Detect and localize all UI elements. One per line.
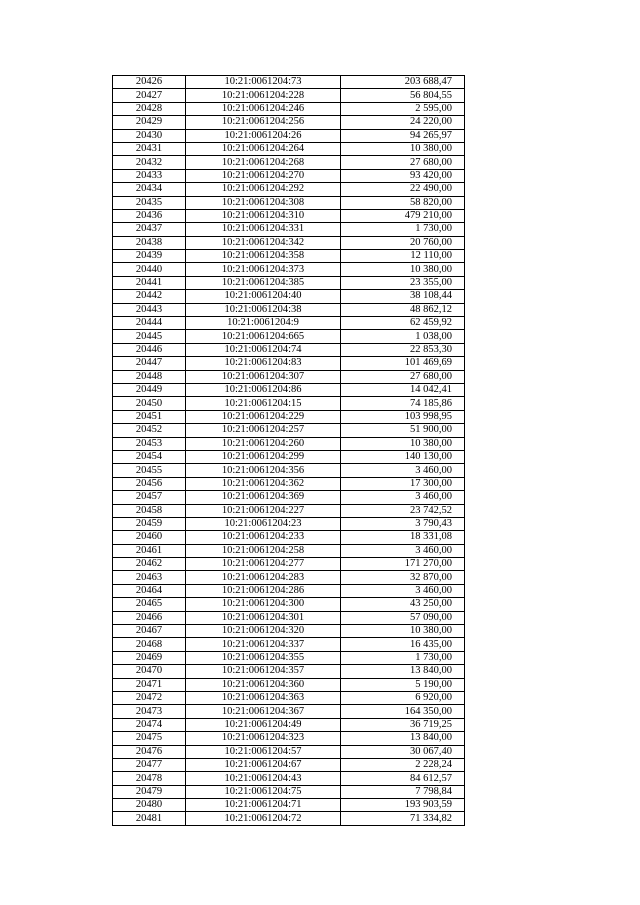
row-number-cell: 20458 — [113, 504, 186, 517]
amount-cell: 57 090,00 — [341, 611, 465, 624]
row-number-cell: 20479 — [113, 785, 186, 798]
amount-cell: 22 490,00 — [341, 183, 465, 196]
row-number-cell: 20473 — [113, 705, 186, 718]
cadastral-number-cell: 10:21:0061204:362 — [186, 477, 341, 490]
row-number-cell: 20448 — [113, 370, 186, 383]
amount-cell: 23 742,52 — [341, 504, 465, 517]
table-row — [113, 598, 465, 611]
cadastral-number-cell: 10:21:0061204:71 — [186, 799, 341, 812]
row-number-cell: 20429 — [113, 116, 186, 129]
row-number-cell: 20467 — [113, 625, 186, 638]
table-row — [113, 705, 465, 718]
table-row — [113, 330, 465, 343]
amount-cell: 27 680,00 — [341, 370, 465, 383]
row-number-cell: 20436 — [113, 209, 186, 222]
cadastral-number-cell: 10:21:0061204:228 — [186, 89, 341, 102]
cadastral-number-cell: 10:21:0061204:356 — [186, 464, 341, 477]
amount-cell: 48 862,12 — [341, 303, 465, 316]
row-number-cell: 20465 — [113, 598, 186, 611]
table-row — [113, 745, 465, 758]
table-row — [113, 558, 465, 571]
table-row — [113, 357, 465, 370]
amount-cell: 18 331,08 — [341, 531, 465, 544]
cadastral-number-cell: 10:21:0061204:15 — [186, 397, 341, 410]
table-row — [113, 772, 465, 785]
table-row — [113, 651, 465, 664]
row-number-cell: 20445 — [113, 330, 186, 343]
table-row — [113, 169, 465, 182]
amount-cell: 1 730,00 — [341, 651, 465, 664]
amount-cell: 27 680,00 — [341, 156, 465, 169]
amount-cell: 5 190,00 — [341, 678, 465, 691]
table-row — [113, 464, 465, 477]
cadastral-number-cell: 10:21:0061204:665 — [186, 330, 341, 343]
table-row — [113, 758, 465, 771]
row-number-cell: 20435 — [113, 196, 186, 209]
amount-cell: 74 185,86 — [341, 397, 465, 410]
amount-cell: 20 760,00 — [341, 236, 465, 249]
row-number-cell: 20454 — [113, 450, 186, 463]
cadastral-number-cell: 10:21:0061204:227 — [186, 504, 341, 517]
table-row — [113, 183, 465, 196]
amount-cell: 10 380,00 — [341, 142, 465, 155]
row-number-cell: 20449 — [113, 383, 186, 396]
cadastral-number-cell: 10:21:0061204:320 — [186, 625, 341, 638]
table-row — [113, 424, 465, 437]
cadastral-number-cell: 10:21:0061204:310 — [186, 209, 341, 222]
cadastral-number-cell: 10:21:0061204:67 — [186, 758, 341, 771]
cadastral-number-cell: 10:21:0061204:307 — [186, 370, 341, 383]
amount-cell: 62 459,92 — [341, 317, 465, 330]
row-number-cell: 20431 — [113, 142, 186, 155]
table-row — [113, 691, 465, 704]
row-number-cell: 20462 — [113, 558, 186, 571]
row-number-cell: 20464 — [113, 584, 186, 597]
row-number-cell: 20447 — [113, 357, 186, 370]
table-row — [113, 678, 465, 691]
cadastral-number-cell: 10:21:0061204:355 — [186, 651, 341, 664]
cadastral-number-cell: 10:21:0061204:264 — [186, 142, 341, 155]
row-number-cell: 20433 — [113, 169, 186, 182]
table-row — [113, 236, 465, 249]
row-number-cell: 20466 — [113, 611, 186, 624]
table-row — [113, 129, 465, 142]
amount-cell: 3 460,00 — [341, 544, 465, 557]
table-row — [113, 450, 465, 463]
amount-cell: 94 265,97 — [341, 129, 465, 142]
cadastral-number-cell: 10:21:0061204:23 — [186, 517, 341, 530]
row-number-cell: 20468 — [113, 638, 186, 651]
row-number-cell: 20459 — [113, 517, 186, 530]
amount-cell: 1 038,00 — [341, 330, 465, 343]
table-row — [113, 250, 465, 263]
amount-cell: 164 350,00 — [341, 705, 465, 718]
amount-cell: 3 460,00 — [341, 464, 465, 477]
row-number-cell: 20444 — [113, 317, 186, 330]
row-number-cell: 20457 — [113, 491, 186, 504]
row-number-cell: 20481 — [113, 812, 186, 825]
row-number-cell: 20437 — [113, 223, 186, 236]
row-number-cell: 20476 — [113, 745, 186, 758]
amount-cell: 101 469,69 — [341, 357, 465, 370]
cadastral-number-cell: 10:21:0061204:260 — [186, 437, 341, 450]
table-row — [113, 517, 465, 530]
table-row — [113, 102, 465, 115]
row-number-cell: 20475 — [113, 732, 186, 745]
table-row — [113, 584, 465, 597]
cadastral-number-cell: 10:21:0061204:331 — [186, 223, 341, 236]
row-number-cell: 20474 — [113, 718, 186, 731]
amount-cell: 103 998,95 — [341, 410, 465, 423]
table-row — [113, 209, 465, 222]
cadastral-number-cell: 10:21:0061204:337 — [186, 638, 341, 651]
table-row — [113, 263, 465, 276]
table-row — [113, 611, 465, 624]
cadastral-number-cell: 10:21:0061204:363 — [186, 691, 341, 704]
amount-cell: 93 420,00 — [341, 169, 465, 182]
row-number-cell: 20439 — [113, 250, 186, 263]
table-row — [113, 812, 465, 825]
row-number-cell: 20430 — [113, 129, 186, 142]
row-number-cell: 20441 — [113, 276, 186, 289]
table-row — [113, 142, 465, 155]
cadastral-number-cell: 10:21:0061204:75 — [186, 785, 341, 798]
cadastral-number-cell: 10:21:0061204:38 — [186, 303, 341, 316]
cadastral-number-cell: 10:21:0061204:373 — [186, 263, 341, 276]
amount-cell: 22 853,30 — [341, 343, 465, 356]
amount-cell: 23 355,00 — [341, 276, 465, 289]
table-row — [113, 317, 465, 330]
amount-cell: 171 270,00 — [341, 558, 465, 571]
row-number-cell: 20427 — [113, 89, 186, 102]
amount-cell: 13 840,00 — [341, 732, 465, 745]
amount-cell: 16 435,00 — [341, 638, 465, 651]
amount-cell: 479 210,00 — [341, 209, 465, 222]
table-row — [113, 504, 465, 517]
table-row — [113, 785, 465, 798]
row-number-cell: 20434 — [113, 183, 186, 196]
cadastral-number-cell: 10:21:0061204:73 — [186, 76, 341, 89]
amount-cell: 2 595,00 — [341, 102, 465, 115]
amount-cell: 7 798,84 — [341, 785, 465, 798]
row-number-cell: 20470 — [113, 665, 186, 678]
cadastral-number-cell: 10:21:0061204:358 — [186, 250, 341, 263]
cadastral-number-cell: 10:21:0061204:301 — [186, 611, 341, 624]
amount-cell: 193 903,59 — [341, 799, 465, 812]
row-number-cell: 20480 — [113, 799, 186, 812]
table-row — [113, 343, 465, 356]
table-row — [113, 571, 465, 584]
amount-cell: 51 900,00 — [341, 424, 465, 437]
table-row — [113, 410, 465, 423]
row-number-cell: 20432 — [113, 156, 186, 169]
amount-cell: 71 334,82 — [341, 812, 465, 825]
cadastral-number-cell: 10:21:0061204:299 — [186, 450, 341, 463]
amount-cell: 140 130,00 — [341, 450, 465, 463]
amount-cell: 12 110,00 — [341, 250, 465, 263]
amount-cell: 3 790,43 — [341, 517, 465, 530]
cadastral-number-cell: 10:21:0061204:268 — [186, 156, 341, 169]
cadastral-number-cell: 10:21:0061204:369 — [186, 491, 341, 504]
table-row — [113, 383, 465, 396]
cadastral-number-cell: 10:21:0061204:72 — [186, 812, 341, 825]
amount-cell: 10 380,00 — [341, 437, 465, 450]
amount-cell: 203 688,47 — [341, 76, 465, 89]
table-row — [113, 89, 465, 102]
amount-cell: 13 840,00 — [341, 665, 465, 678]
amount-cell: 32 870,00 — [341, 571, 465, 584]
amount-cell: 1 730,00 — [341, 223, 465, 236]
cadastral-number-cell: 10:21:0061204:233 — [186, 531, 341, 544]
table-row — [113, 531, 465, 544]
amount-cell: 6 920,00 — [341, 691, 465, 704]
table-row — [113, 156, 465, 169]
cadastral-number-cell: 10:21:0061204:286 — [186, 584, 341, 597]
table-row — [113, 303, 465, 316]
row-number-cell: 20463 — [113, 571, 186, 584]
cadastral-number-cell: 10:21:0061204:229 — [186, 410, 341, 423]
row-number-cell: 20446 — [113, 343, 186, 356]
amount-cell: 14 042,41 — [341, 383, 465, 396]
cadastral-number-cell: 10:21:0061204:357 — [186, 665, 341, 678]
cadastral-number-cell: 10:21:0061204:9 — [186, 317, 341, 330]
amount-cell: 3 460,00 — [341, 491, 465, 504]
row-number-cell: 20442 — [113, 290, 186, 303]
cadastral-number-cell: 10:21:0061204:246 — [186, 102, 341, 115]
cadastral-number-cell: 10:21:0061204:258 — [186, 544, 341, 557]
table-row — [113, 544, 465, 557]
table-row — [113, 437, 465, 450]
table-row — [113, 290, 465, 303]
row-number-cell: 20461 — [113, 544, 186, 557]
row-number-cell: 20455 — [113, 464, 186, 477]
table-row — [113, 718, 465, 731]
cadastral-ledger-table — [112, 75, 465, 826]
row-number-cell: 20460 — [113, 531, 186, 544]
amount-cell: 43 250,00 — [341, 598, 465, 611]
cadastral-number-cell: 10:21:0061204:270 — [186, 169, 341, 182]
amount-cell: 17 300,00 — [341, 477, 465, 490]
row-number-cell: 20428 — [113, 102, 186, 115]
row-number-cell: 20443 — [113, 303, 186, 316]
row-number-cell: 20477 — [113, 758, 186, 771]
row-number-cell: 20440 — [113, 263, 186, 276]
table-row — [113, 397, 465, 410]
table-row — [113, 732, 465, 745]
cadastral-number-cell: 10:21:0061204:385 — [186, 276, 341, 289]
row-number-cell: 20452 — [113, 424, 186, 437]
cadastral-number-cell: 10:21:0061204:26 — [186, 129, 341, 142]
row-number-cell: 20456 — [113, 477, 186, 490]
row-number-cell: 20478 — [113, 772, 186, 785]
row-number-cell: 20471 — [113, 678, 186, 691]
row-number-cell: 20451 — [113, 410, 186, 423]
row-number-cell: 20472 — [113, 691, 186, 704]
amount-cell: 58 820,00 — [341, 196, 465, 209]
table-row — [113, 491, 465, 504]
row-number-cell: 20438 — [113, 236, 186, 249]
cadastral-number-cell: 10:21:0061204:360 — [186, 678, 341, 691]
table-row — [113, 196, 465, 209]
table-row — [113, 799, 465, 812]
cadastral-number-cell: 10:21:0061204:300 — [186, 598, 341, 611]
cadastral-number-cell: 10:21:0061204:342 — [186, 236, 341, 249]
amount-cell: 2 228,24 — [341, 758, 465, 771]
table-row — [113, 76, 465, 89]
amount-cell: 38 108,44 — [341, 290, 465, 303]
amount-cell: 56 804,55 — [341, 89, 465, 102]
cadastral-number-cell: 10:21:0061204:367 — [186, 705, 341, 718]
cadastral-number-cell: 10:21:0061204:83 — [186, 357, 341, 370]
amount-cell: 24 220,00 — [341, 116, 465, 129]
table-row — [113, 276, 465, 289]
amount-cell: 84 612,57 — [341, 772, 465, 785]
cadastral-number-cell: 10:21:0061204:308 — [186, 196, 341, 209]
amount-cell: 10 380,00 — [341, 263, 465, 276]
row-number-cell: 20450 — [113, 397, 186, 410]
cadastral-number-cell: 10:21:0061204:323 — [186, 732, 341, 745]
cadastral-number-cell: 10:21:0061204:43 — [186, 772, 341, 785]
table-row — [113, 665, 465, 678]
cadastral-number-cell: 10:21:0061204:86 — [186, 383, 341, 396]
table-row — [113, 625, 465, 638]
table-row — [113, 638, 465, 651]
cadastral-number-cell: 10:21:0061204:74 — [186, 343, 341, 356]
row-number-cell: 20453 — [113, 437, 186, 450]
row-number-cell: 20426 — [113, 76, 186, 89]
row-number-cell: 20469 — [113, 651, 186, 664]
ledger-table-body — [113, 76, 465, 826]
table-row — [113, 223, 465, 236]
cadastral-number-cell: 10:21:0061204:57 — [186, 745, 341, 758]
cadastral-number-cell: 10:21:0061204:49 — [186, 718, 341, 731]
table-row — [113, 116, 465, 129]
cadastral-number-cell: 10:21:0061204:277 — [186, 558, 341, 571]
amount-cell: 36 719,25 — [341, 718, 465, 731]
amount-cell: 3 460,00 — [341, 584, 465, 597]
table-row — [113, 477, 465, 490]
cadastral-number-cell: 10:21:0061204:40 — [186, 290, 341, 303]
table-row — [113, 370, 465, 383]
cadastral-number-cell: 10:21:0061204:257 — [186, 424, 341, 437]
cadastral-number-cell: 10:21:0061204:283 — [186, 571, 341, 584]
amount-cell: 30 067,40 — [341, 745, 465, 758]
cadastral-number-cell: 10:21:0061204:292 — [186, 183, 341, 196]
amount-cell: 10 380,00 — [341, 625, 465, 638]
cadastral-number-cell: 10:21:0061204:256 — [186, 116, 341, 129]
